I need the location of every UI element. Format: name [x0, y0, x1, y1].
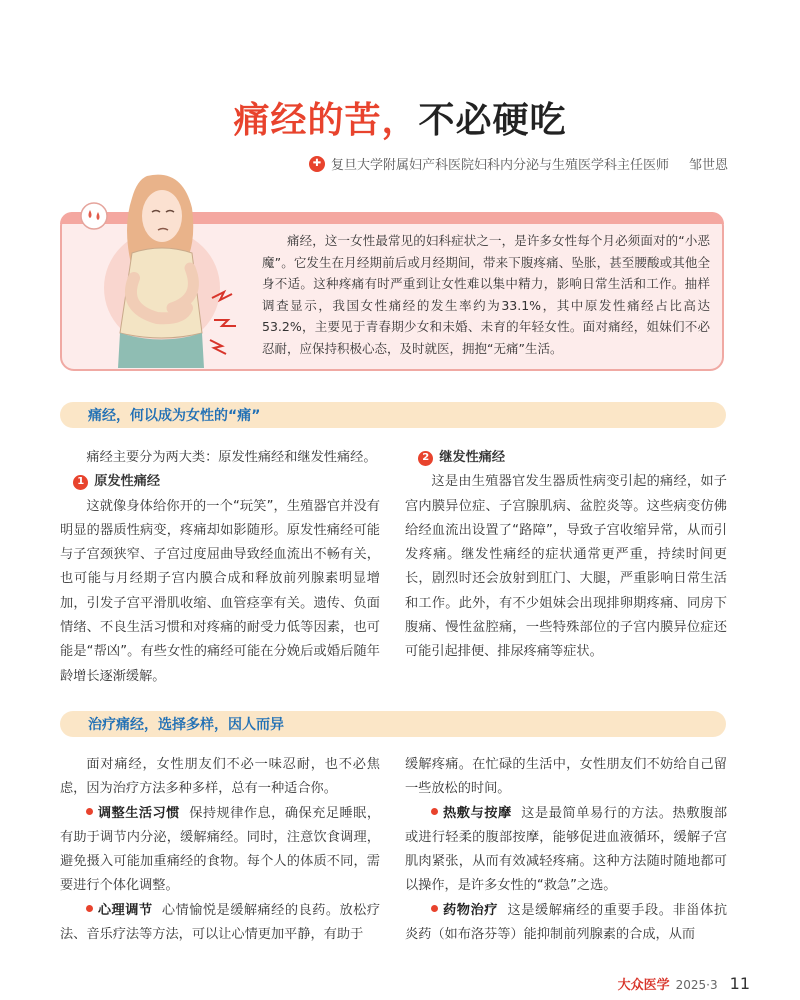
section-header-1: [60, 402, 726, 428]
drug-item: [405, 899, 727, 948]
woman-illustration: [62, 168, 252, 368]
author-org: 复旦大学附属妇产科医院妇科内分泌与生殖医学科主任医师: [330, 158, 669, 173]
bullet-dot: [431, 808, 438, 815]
face: [142, 190, 182, 242]
secondary-body: 这是由生殖器官发生器质性病变引起的痛经，如子宫内膜异位症、子宫腺肌病、盆腔炎等。这些病变仿佛给经血流出设置了“路障”，导致子宫收缩异常，从而引发疼痛。继发性痛经的症状通常更严重，持续时间更长，剧烈时还会放射到肛门、大腿，严重影响日常生活和工作。此外，有不少姐妹会出现排卵期疼痛、同房下腹痛、慢性盆腔痛，一些特殊部位的子宫内膜异位症还可能引起排便、排尿疼痛等症状。: [405, 474, 727, 660]
intro-paragraph: 痛经，这一女性最常见的妇科症状之一，是许多女性每个月必须面对的“小恶魔”。它发生在月经期前后或月经期间，带来下腹疼痛、坠胀，甚至腰酸或其他全身不适。这种疼痛有时严重到让女性难以集中精力，影响日常生活和工作。抽样调查显示，我国女性痛经的发生率约为33.1%，其中原发性痛经占比高达53.2%，主要见于青春期少女和未婚、未育的年轻女性。面对痛经，姐妹们不必忍耐，应保持积极心态，及时就医，拥抱“无痛”生活。: [262, 233, 710, 356]
section1-right-column: [405, 446, 727, 665]
section-header-2: [60, 711, 726, 737]
section2-intro: 面对痛经，女性朋友们不必一味忍耐，也不必焦虑，因为治疗方法多种多样，总有一种适合你。: [60, 757, 380, 797]
drug-head: 药物治疗: [442, 902, 498, 918]
lifestyle-item: [60, 802, 380, 899]
article-title: [0, 92, 800, 143]
bullet-dot: [431, 905, 438, 912]
sweat-bubble: [81, 203, 107, 229]
page-number: 11: [729, 974, 750, 993]
pain-mark: [214, 320, 236, 326]
doctor-icon: ✚: [309, 156, 325, 172]
primary-heading: [60, 470, 380, 494]
magazine-name: 大众医学: [617, 978, 670, 993]
number-badge: 2: [418, 451, 433, 466]
section-title-1: 痛经，何以成为女性的“痛”: [88, 408, 261, 424]
mental-item: [60, 899, 380, 948]
secondary-heading-text: 继发性痛经: [439, 450, 506, 465]
heat-body: 这是最简单易行的方法。热敷腹部或进行轻柔的腹部按摩，能够促进血液循环，缓解子宫肌肉紧张，从而有效减轻疼痛。这种方法随时随地都可以操作，是许多女性的“救急”之选。: [405, 805, 728, 894]
bullet-dot: [86, 808, 93, 815]
section1-left-column: [60, 446, 380, 689]
primary-heading-text: 原发性痛经: [94, 474, 161, 490]
section1-intro: 痛经主要分为两大类：原发性痛经和继发性痛经。: [86, 450, 377, 465]
bullet-dot: [86, 905, 93, 912]
mental-continued: 缓解疼痛。在忙碌的生活中，女性朋友们不妨给自己留一些放松的时间。: [405, 757, 727, 797]
primary-body: 这就像身体给你开的一个“玩笑”，生殖器官并没有明显的器质性病变，疼痛却如影随形。原发性痛经可能与子宫颈狭窄、子宫过度屈曲导致经血流出不畅有关，也可能与月经期子宫内膜合成和释放前列腺素明显增加，引发子宫平滑肌收缩、血管痉挛有关。遗传、负面情绪、不良生活习惯和对疼痛的耐受力低等因素，也可能是“帮凶”。有些女性的痛经可能在分娩后或婚后随年龄增长逐渐缓解。: [60, 498, 380, 684]
title-main: 不必硬吃: [418, 100, 567, 141]
drug-body: 这是缓解痛经的重要手段。非甾体抗炎药（如布洛芬等）能抑制前列腺素的合成，从而: [405, 902, 728, 943]
lifestyle-body: 保持规律作息，确保充足睡眠，有助于调节内分泌，缓解痛经。同时，注意饮食调理，避免摄入可能加重痛经的食物。每个人的体质不同，需要进行个体化调整。: [60, 805, 381, 894]
author-name: 邹世恩: [688, 158, 728, 173]
author-line: [309, 154, 728, 173]
section2-left-column: [60, 753, 380, 947]
page-footer: [618, 974, 750, 993]
title-highlight: 痛经的苦，: [233, 100, 419, 141]
section2-right-column: [405, 753, 727, 947]
issue-label: 2025·3: [675, 978, 718, 992]
mental-head: 心理调节: [97, 902, 153, 918]
pain-mark: [210, 340, 226, 354]
secondary-heading: [405, 446, 727, 470]
heat-head: 热敷与按摩: [442, 805, 512, 821]
section-title-2: 治疗痛经，选择多样，因人而异: [88, 717, 284, 733]
number-badge: 1: [73, 475, 88, 490]
lifestyle-head: 调整生活习惯: [97, 805, 180, 821]
heat-item: [405, 802, 727, 899]
mental-body: 心情愉悦是缓解痛经的良药。放松疗法、音乐疗法等方法，可以让心情更加平静，有助于: [60, 902, 381, 943]
